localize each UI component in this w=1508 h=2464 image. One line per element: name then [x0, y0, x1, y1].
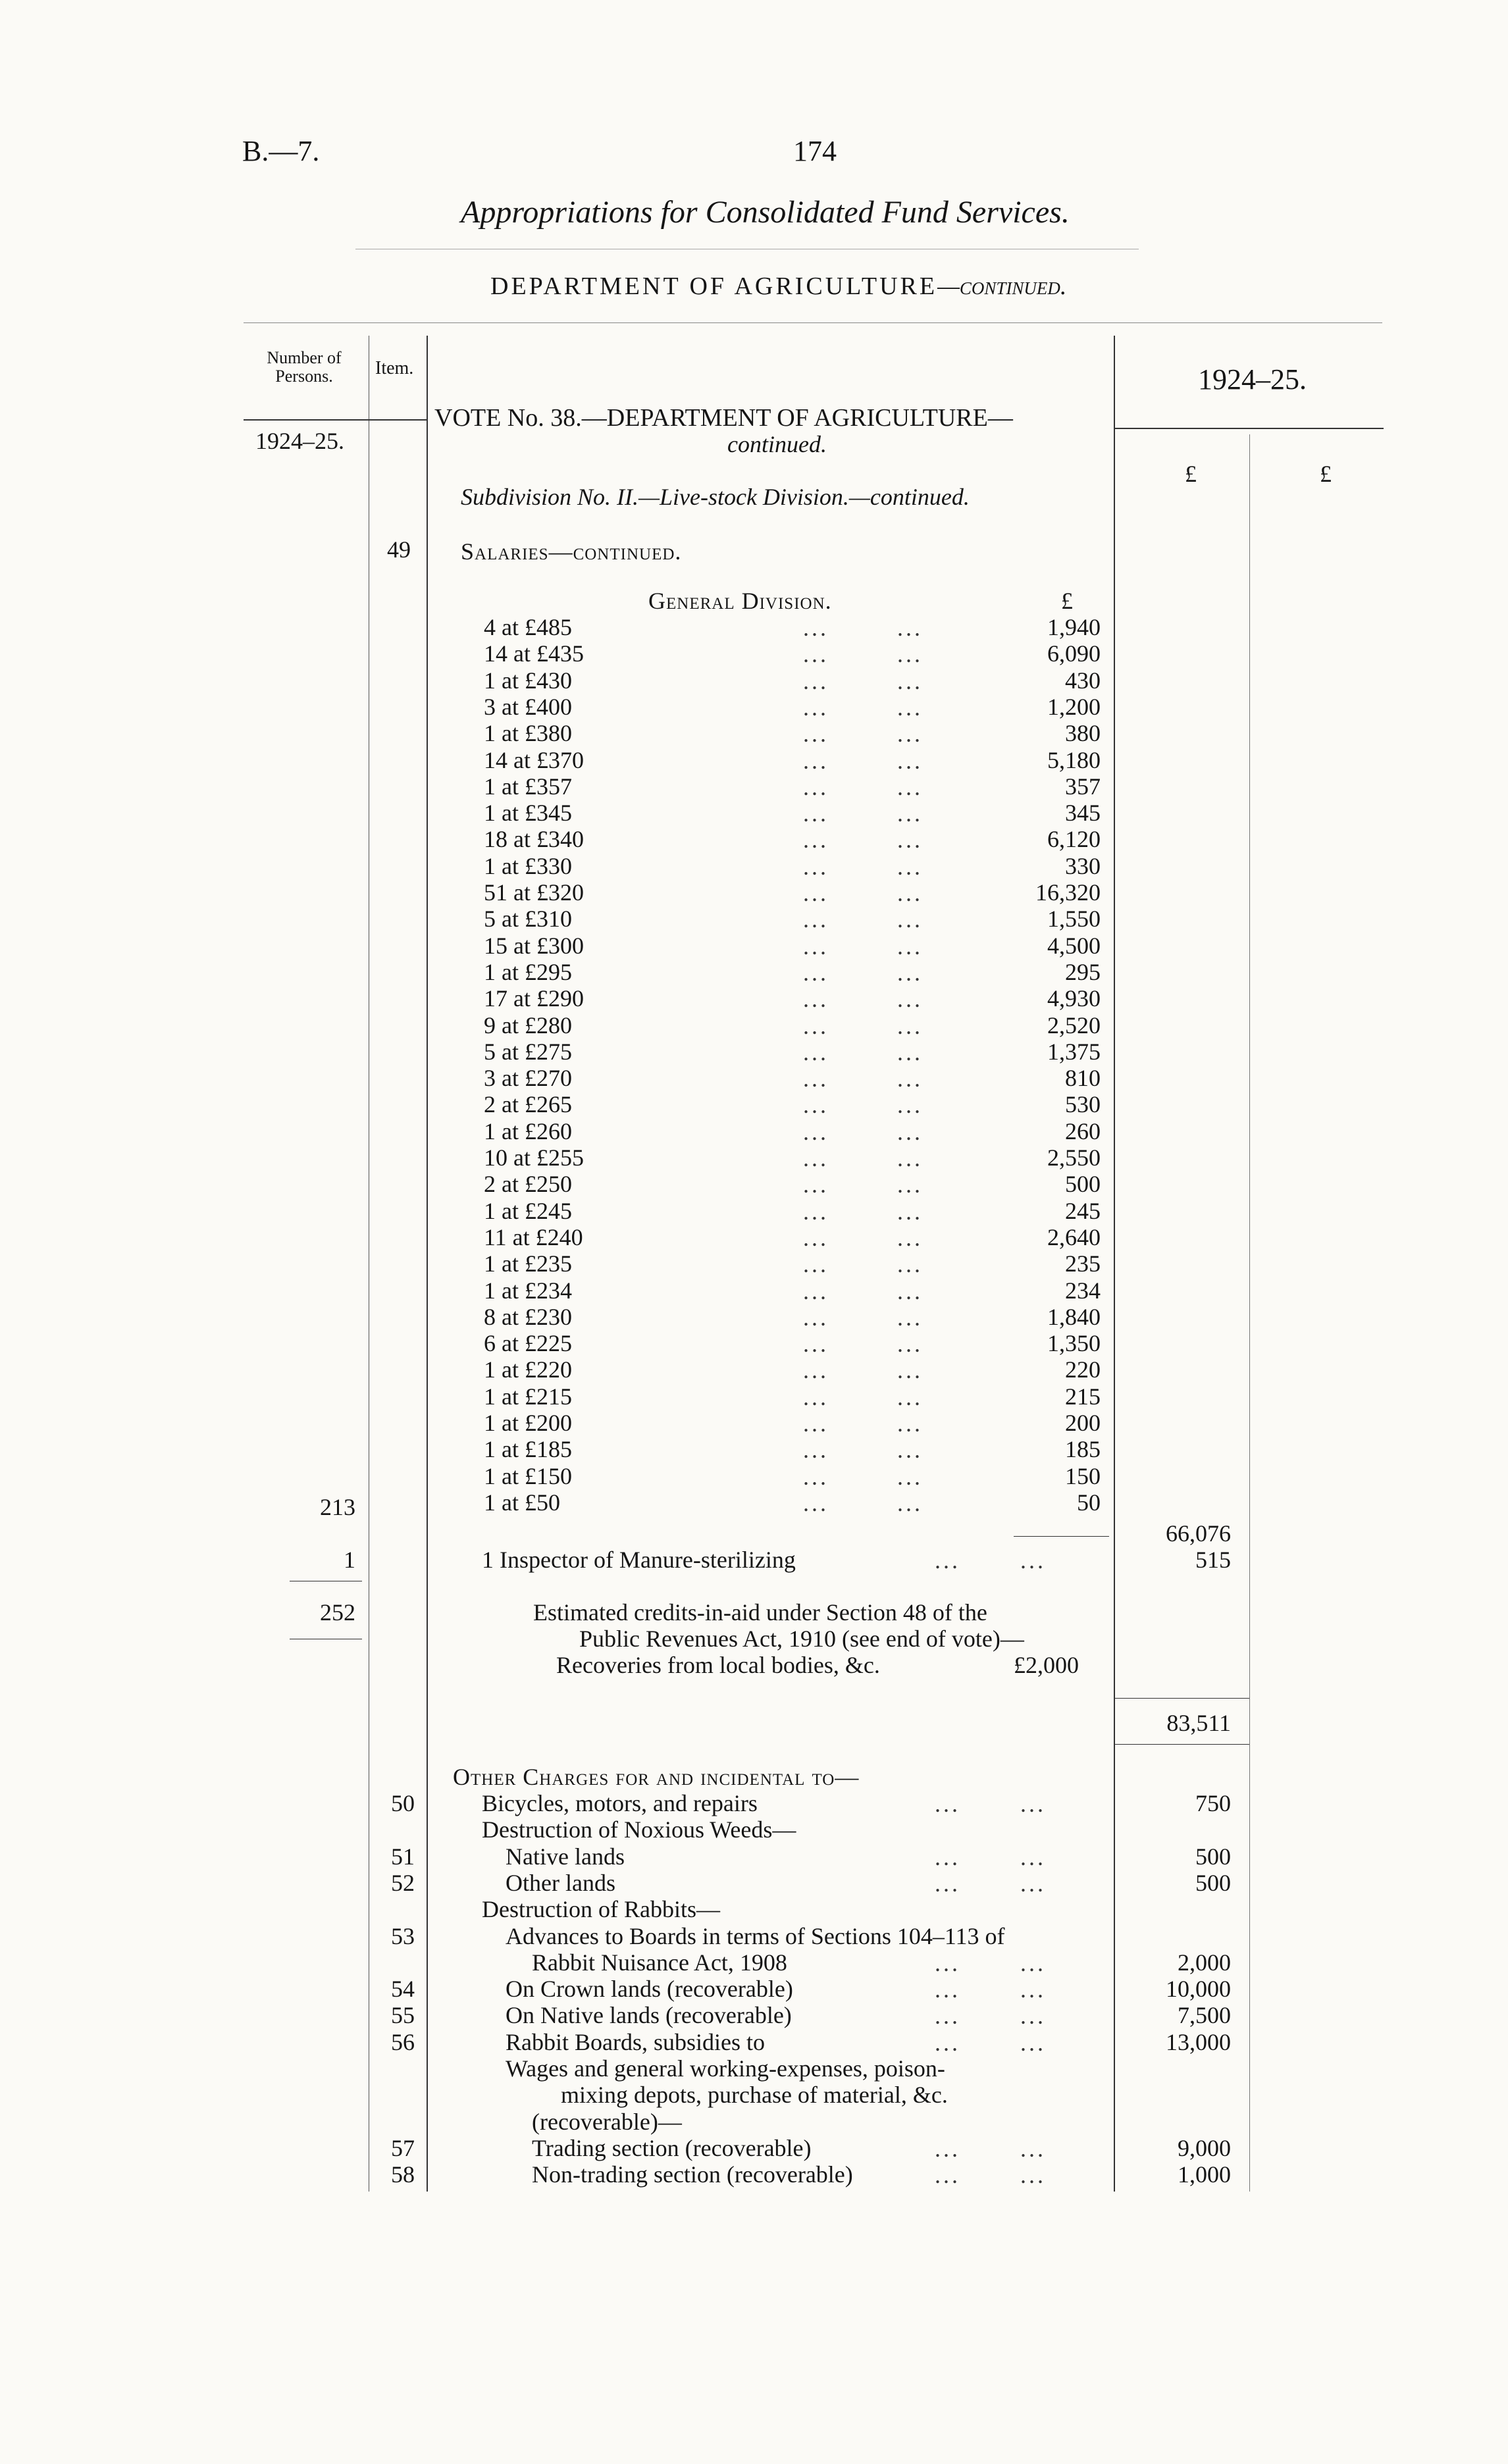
- salary-row: [0, 800, 1508, 826]
- other-charge-row: [0, 1870, 1508, 1896]
- salary-amount: 4,930: [1047, 985, 1101, 1012]
- salary-amount: 1,200: [1047, 693, 1101, 720]
- salary-row: [0, 773, 1508, 800]
- salary-row: [0, 1144, 1508, 1171]
- dot-leader: ... ...: [803, 694, 923, 721]
- salaries-total: 83,511: [1166, 1710, 1231, 1736]
- charge-label: Trading section (recoverable): [532, 2134, 812, 2161]
- salary-amount: 150: [1065, 1462, 1101, 1489]
- salary-amount: 235: [1065, 1250, 1101, 1277]
- page-number: 174: [793, 135, 837, 167]
- other-charge-row: [0, 2055, 1508, 2082]
- other-charge-row: [0, 2002, 1508, 2028]
- dot-leader: ... ...: [935, 2003, 1046, 2030]
- department-name: DEPARTMENT OF AGRICULTURE: [490, 272, 938, 300]
- salary-grade: 1 at £50: [484, 1489, 560, 1516]
- salary-row: [0, 1463, 1508, 1489]
- inspector-leader: ... ...: [935, 1547, 1046, 1574]
- salary-grade: 2 at £250: [484, 1171, 572, 1198]
- charge-amount: 9,000: [1178, 2134, 1231, 2161]
- dot-leader: ... ...: [803, 800, 923, 827]
- salary-grade: 15 at £300: [484, 932, 584, 959]
- salary-row: [0, 1356, 1508, 1383]
- salary-grade: 17 at £290: [484, 985, 584, 1012]
- subtotal-rule: [1014, 1536, 1109, 1537]
- dot-leader: ... ...: [803, 1224, 923, 1251]
- salary-grade: 11 at £240: [484, 1223, 583, 1250]
- salary-grade: 51 at £320: [484, 879, 584, 906]
- pound-sub-col: £: [1061, 588, 1073, 614]
- salaries-heading: Salaries—continued.: [461, 538, 682, 565]
- charge-label: mixing depots, purchase of material, &c.: [561, 2082, 948, 2109]
- dot-leader: ... ...: [803, 880, 923, 906]
- other-charge-row: [0, 1976, 1508, 2002]
- salary-amount: 380: [1065, 720, 1101, 747]
- salary-row: [0, 747, 1508, 773]
- salary-row: [0, 1118, 1508, 1144]
- salary-row: [0, 1277, 1508, 1304]
- item-number: 56: [391, 2028, 415, 2055]
- salary-grade: 1 at £260: [484, 1117, 572, 1144]
- charge-label: Wages and general working-expenses, poison-: [506, 2055, 945, 2082]
- salary-row: [0, 1330, 1508, 1356]
- salary-amount: 2,520: [1047, 1012, 1101, 1039]
- salary-amount: 2,640: [1047, 1223, 1101, 1250]
- dot-leader: ... ...: [803, 1277, 923, 1304]
- item-number: 50: [391, 1790, 415, 1816]
- salary-amount: 5,180: [1047, 746, 1101, 773]
- salary-grade: 1 at £330: [484, 852, 572, 879]
- salary-grade: 1 at £220: [484, 1356, 572, 1383]
- dot-leader: ... ...: [935, 1949, 1046, 1976]
- item-number: 51: [391, 1843, 415, 1870]
- salary-amount: 330: [1065, 852, 1101, 879]
- dot-leader: ... ...: [803, 615, 923, 641]
- salary-amount: 1,375: [1047, 1038, 1101, 1065]
- inspector-label: 1 Inspector of Manure-sterilizing: [482, 1547, 796, 1573]
- salary-grade: 3 at £270: [484, 1065, 572, 1092]
- salary-row: [0, 879, 1508, 906]
- salary-amount: 1,350: [1047, 1330, 1101, 1357]
- dot-leader: ... ...: [803, 667, 923, 694]
- item-number: 54: [391, 1976, 415, 2003]
- credits-line-2: Public Revenues Act, 1910 (see end of vote)—: [579, 1626, 1024, 1652]
- salary-row: [0, 1224, 1508, 1250]
- charge-amount: 750: [1195, 1790, 1231, 1816]
- other-charge-row: [0, 2109, 1508, 2135]
- salary-row: [0, 826, 1508, 852]
- dot-leader: ... ...: [935, 2162, 1046, 2189]
- dot-leader: ... ...: [803, 1039, 923, 1065]
- vote-title: VOTE No. 38.—DEPARTMENT OF AGRICULTURE—: [434, 404, 1013, 432]
- salary-row: [0, 1436, 1508, 1462]
- salary-amount: 200: [1065, 1410, 1101, 1436]
- charge-label: On Native lands (recoverable): [506, 2002, 792, 2029]
- dot-leader: ... ...: [803, 906, 923, 933]
- charge-amount: 500: [1195, 1869, 1231, 1896]
- salary-grade: 1 at £150: [484, 1462, 572, 1489]
- department-heading: [490, 273, 1066, 299]
- dot-leader: ... ...: [803, 641, 923, 668]
- charge-label: Rabbit Nuisance Act, 1908: [532, 1949, 787, 1976]
- head-rule-left: [244, 419, 427, 421]
- charge-label: Destruction of Noxious Weeds—: [482, 1816, 796, 1843]
- dot-leader: ... ...: [803, 1171, 923, 1198]
- charge-label: Advances to Boards in terms of Sections 104–113 of: [506, 1922, 1005, 1949]
- item-number: 53: [391, 1922, 415, 1949]
- item-number: 58: [391, 2161, 415, 2188]
- salary-row: [0, 1012, 1508, 1039]
- page-ref: B.—7.: [242, 135, 320, 167]
- salary-row: [0, 667, 1508, 694]
- dot-leader: ... ...: [803, 1463, 923, 1490]
- other-charge-row: [0, 2135, 1508, 2161]
- salary-amount: 6,090: [1047, 640, 1101, 667]
- salary-row: [0, 1065, 1508, 1091]
- salary-grade: 1 at £380: [484, 720, 572, 747]
- salary-row: [0, 906, 1508, 932]
- salary-row: [0, 1091, 1508, 1117]
- charge-amount: 10,000: [1166, 1976, 1231, 2003]
- dot-leader: ... ...: [803, 1012, 923, 1039]
- credits-amount: £2,000: [1014, 1652, 1079, 1678]
- dot-leader: ... ...: [803, 827, 923, 854]
- dot-leader: ... ...: [803, 1198, 923, 1225]
- dot-leader: ... ...: [803, 1251, 923, 1278]
- salary-amount: 1,940: [1047, 614, 1101, 640]
- salary-grade: 1 at £430: [484, 667, 572, 694]
- charge-label: Destruction of Rabbits—: [482, 1896, 720, 1923]
- dot-leader: ... ...: [803, 1437, 923, 1464]
- credits-line-3: Recoveries from local bodies, &c.: [556, 1652, 880, 1678]
- dot-leader: ... ...: [803, 933, 923, 960]
- other-charge-row: [0, 2161, 1508, 2188]
- salary-row: [0, 720, 1508, 746]
- salaries-item: 49: [387, 536, 411, 563]
- other-charge-row: [0, 1896, 1508, 1922]
- dot-leader: ... ...: [935, 1791, 1046, 1817]
- pound-col-1: £: [1185, 461, 1197, 487]
- credits-line-1: Estimated credits-in-aid under Section 48 of the: [533, 1599, 987, 1626]
- dot-leader: ... ...: [935, 2029, 1046, 2056]
- dot-leader: ... ...: [935, 2135, 1046, 2162]
- salary-amount: 2,550: [1047, 1144, 1101, 1171]
- salary-grade: 4 at £485: [484, 614, 572, 640]
- total-rule-top: [1114, 1698, 1249, 1699]
- salary-grade: 1 at £357: [484, 773, 572, 800]
- salary-row: [0, 985, 1508, 1012]
- salary-amount: 6,120: [1047, 826, 1101, 853]
- salary-grade: 5 at £275: [484, 1038, 572, 1065]
- page-title: Appropriations for Consolidated Fund Services.: [461, 195, 1070, 230]
- salary-row: [0, 959, 1508, 985]
- dot-leader: ... ...: [803, 721, 923, 748]
- item-number: 52: [391, 1869, 415, 1896]
- salary-amount: 530: [1065, 1091, 1101, 1118]
- salary-row: [0, 1489, 1508, 1516]
- salary-amount: 430: [1065, 667, 1101, 694]
- salary-row: [0, 1171, 1508, 1197]
- other-charge-row: [0, 2029, 1508, 2055]
- salary-row: [0, 1304, 1508, 1330]
- subdivision-title: Subdivision No. II.—Live-stock Division.—continued.: [461, 484, 970, 510]
- number-of-persons-header: Number of Persons.: [267, 348, 342, 386]
- salary-amount: 357: [1065, 773, 1101, 800]
- salary-grade: 1 at £235: [484, 1250, 572, 1277]
- salary-grade: 1 at £234: [484, 1277, 572, 1304]
- salary-amount: 295: [1065, 958, 1101, 985]
- other-charge-row: [0, 1843, 1508, 1870]
- salary-grade: 1 at £295: [484, 958, 572, 985]
- general-division-heading: General Division.: [648, 588, 832, 614]
- salary-grade: 14 at £435: [484, 640, 584, 667]
- salary-row: [0, 853, 1508, 879]
- salary-grade: 9 at £280: [484, 1012, 572, 1039]
- salary-grade: 1 at £215: [484, 1383, 572, 1410]
- salary-amount: 500: [1065, 1171, 1101, 1198]
- dot-leader: ... ...: [803, 773, 923, 800]
- other-charge-row: [0, 1816, 1508, 1843]
- dot-leader: ... ...: [803, 1383, 923, 1410]
- salary-grade: 18 at £340: [484, 826, 584, 853]
- salary-row: [0, 1198, 1508, 1224]
- salary-amount: 245: [1065, 1197, 1101, 1224]
- dot-leader: ... ...: [803, 1065, 923, 1092]
- item-number: 57: [391, 2134, 415, 2161]
- other-charge-row: [0, 1949, 1508, 1976]
- department-suffix: —continued.: [937, 272, 1067, 300]
- pound-col-2: £: [1320, 461, 1332, 487]
- total-rule-bottom: [1114, 1744, 1249, 1745]
- salary-grade: 1 at £200: [484, 1410, 572, 1436]
- salary-amount: 1,840: [1047, 1303, 1101, 1330]
- persons-total: 252: [320, 1599, 355, 1626]
- salary-amount: 1,550: [1047, 906, 1101, 933]
- charge-amount: 1,000: [1178, 2161, 1231, 2188]
- persons-213: 213: [320, 1494, 355, 1520]
- charge-label: Bicycles, motors, and repairs: [482, 1790, 758, 1816]
- salary-row: [0, 614, 1508, 640]
- salary-row: [0, 1383, 1508, 1410]
- charge-label: Other lands: [506, 1869, 615, 1896]
- salary-amount: 215: [1065, 1383, 1101, 1410]
- salary-amount: 234: [1065, 1277, 1101, 1304]
- vote-title-cont: continued.: [727, 431, 827, 457]
- dot-leader: ... ...: [803, 986, 923, 1013]
- table-top-rule: [244, 322, 1382, 323]
- other-charge-row: [0, 1790, 1508, 1816]
- salary-amount: 50: [1077, 1489, 1101, 1516]
- salary-amount: 345: [1065, 800, 1101, 827]
- dot-leader: ... ...: [803, 1357, 923, 1384]
- dot-leader: ... ...: [803, 1145, 923, 1171]
- dot-leader: ... ...: [803, 1410, 923, 1437]
- head-rule-right: [1114, 428, 1384, 429]
- salary-grade: 3 at £400: [484, 693, 572, 720]
- other-charge-row: [0, 1923, 1508, 1949]
- charge-label: Rabbit Boards, subsidies to: [506, 2028, 765, 2055]
- dot-leader: ... ...: [803, 853, 923, 880]
- persons-year: 1924–25.: [255, 428, 344, 454]
- dot-leader: ... ...: [803, 1489, 923, 1516]
- salary-amount: 220: [1065, 1356, 1101, 1383]
- charge-amount: 2,000: [1178, 1949, 1231, 1976]
- salary-grade: 10 at £255: [484, 1144, 584, 1171]
- dot-leader: ... ...: [803, 1118, 923, 1145]
- salary-grade: 8 at £230: [484, 1303, 572, 1330]
- charge-label: (recoverable)—: [532, 2108, 682, 2135]
- dot-leader: ... ...: [803, 1304, 923, 1331]
- year-header: 1924–25.: [1198, 363, 1307, 396]
- salary-row: [0, 1250, 1508, 1277]
- charge-amount: 13,000: [1166, 2028, 1231, 2055]
- salary-grade: 14 at £370: [484, 746, 584, 773]
- dot-leader: ... ...: [803, 747, 923, 774]
- item-number: 55: [391, 2002, 415, 2029]
- salary-amount: 260: [1065, 1117, 1101, 1144]
- salary-grade: 5 at £310: [484, 906, 572, 933]
- item-header: Item.: [375, 358, 414, 378]
- dot-leader: ... ...: [935, 1870, 1046, 1897]
- charge-label: On Crown lands (recoverable): [506, 1976, 793, 2003]
- salary-row: [0, 694, 1508, 720]
- dot-leader: ... ...: [803, 959, 923, 986]
- dot-leader: ... ...: [803, 1092, 923, 1119]
- salary-grade: 1 at £345: [484, 800, 572, 827]
- inspector-amount: 515: [1195, 1547, 1231, 1573]
- charge-label: Native lands: [506, 1843, 625, 1870]
- charge-label: Non-trading section (recoverable): [532, 2161, 853, 2188]
- salary-row: [0, 1410, 1508, 1436]
- dot-leader: ... ...: [935, 1976, 1046, 2003]
- charge-amount: 7,500: [1178, 2002, 1231, 2029]
- salary-grade: 6 at £225: [484, 1330, 572, 1357]
- salary-grade: 1 at £245: [484, 1197, 572, 1224]
- general-total: 66,076: [1166, 1520, 1231, 1547]
- salary-row: [0, 640, 1508, 667]
- dot-leader: ... ...: [803, 1331, 923, 1358]
- inspector-persons: 1: [344, 1547, 355, 1573]
- salary-row: [0, 933, 1508, 959]
- charge-amount: 500: [1195, 1843, 1231, 1870]
- salary-amount: 810: [1065, 1065, 1101, 1092]
- dot-leader: ... ...: [935, 1843, 1046, 1870]
- other-charge-row: [0, 2082, 1508, 2108]
- salary-grade: 1 at £185: [484, 1436, 572, 1463]
- salary-row: [0, 1039, 1508, 1065]
- salary-amount: 185: [1065, 1436, 1101, 1463]
- salary-amount: 16,320: [1035, 879, 1101, 906]
- salary-grade: 2 at £265: [484, 1091, 572, 1118]
- salary-amount: 4,500: [1047, 932, 1101, 959]
- other-charges-heading: Other Charges for and incidental to—: [453, 1764, 860, 1790]
